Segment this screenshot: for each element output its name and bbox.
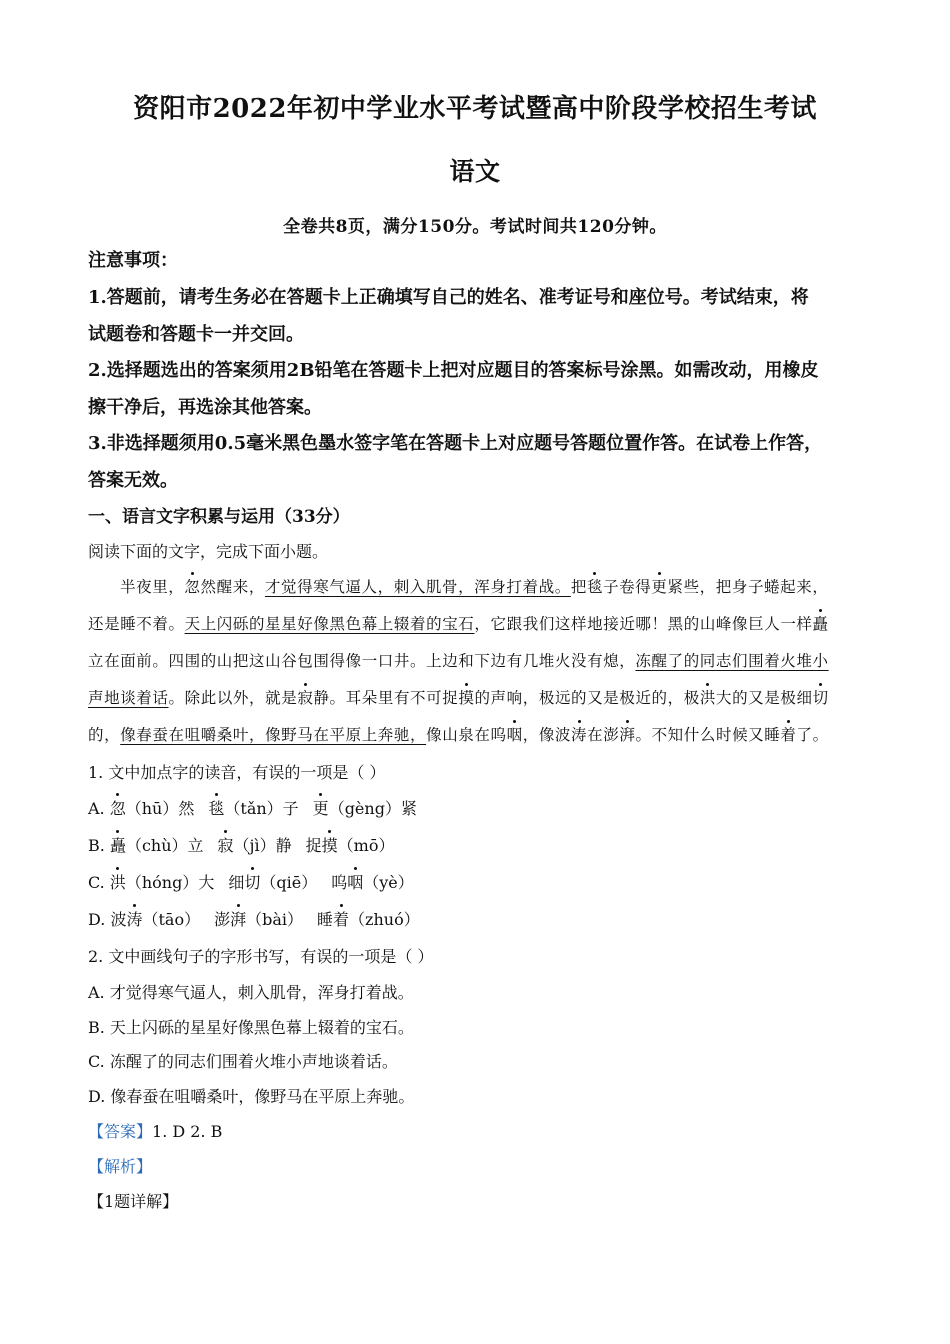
pinyin-text: （hóng）大 (125, 873, 215, 892)
question-2-option-b[interactable]: B. 天上闪砾的星星好像黑色幕上辍着的宝石。 (88, 1018, 414, 1037)
answer-tag: 【答案】 (88, 1122, 153, 1141)
dotted-char: 切 (812, 689, 829, 707)
answer-line (88, 1119, 222, 1142)
dotted-char: 更 (312, 799, 329, 818)
dotted-char: 寂 (297, 689, 314, 707)
pinyin-text: （jì）静 (233, 836, 292, 855)
option-label: D. (88, 910, 111, 929)
option-label: B. (88, 836, 110, 855)
passage-text: 。除此以外，就是 (168, 689, 298, 707)
question-2-stem: 2. 文中画线句子的字形书写，有误的一项是（ ） (88, 947, 434, 966)
reading-instruction: 阅读下面的文字，完成下面小题。 (88, 542, 329, 561)
notice-item-3-line-2: 答案无效。 (88, 470, 178, 491)
pinyin-text: （gèng）紧 (328, 799, 417, 818)
passage-text: 还是睡不着。 (88, 615, 185, 633)
question-2-option-d[interactable]: D. 像春蚕在咀嚼桑叶，像野马在平原上奔驰。 (88, 1087, 415, 1106)
dotted-char: 毯 (586, 578, 604, 596)
passage-line-5 (88, 723, 829, 745)
dotted-char: 涛 (571, 726, 588, 744)
dotted-char: 涛 (126, 910, 143, 929)
option-text: 捉 (305, 836, 322, 855)
question-1-option-b[interactable] (88, 833, 394, 856)
analysis-tag: 【解析】 (88, 1157, 153, 1176)
dotted-char: 忽 (184, 578, 201, 596)
exam-title: 资阳市2022年初中学业水平考试暨高中阶段学校招生考试 (133, 94, 817, 124)
passage-text: 紧些，把身子蜷起来， (667, 578, 829, 596)
section-1-heading: 一、语言文字积累与运用（33分） (88, 507, 350, 527)
dotted-char: 毯 (208, 799, 225, 818)
dotted-char: 忽 (109, 799, 126, 818)
answer-text: 1. D 2. B (152, 1122, 223, 1141)
question-2-option-a[interactable]: A. 才觉得寒气逼人，刺入肌骨，浑身打着战。 (88, 983, 414, 1002)
pinyin-text: （mō） (337, 836, 395, 855)
notice-item-2-line-1: 2.选择题选出的答案须用2B铅笔在答题卡上把对应题目的答案标号涂黑。如需改动，用橡皮 (88, 360, 819, 381)
pinyin-text: （bài） (246, 910, 304, 929)
underlined-sentence-d: 像春蚕在咀嚼桑叶，像野马在平原上奔驰， (120, 726, 427, 744)
option-text: 睡 (317, 910, 334, 929)
passage-text: 静。耳朵里有不可捉 (313, 689, 459, 707)
dotted-char: 洪 (109, 873, 126, 892)
dotted-char: 切 (244, 873, 261, 892)
pinyin-text: （hū）然 (125, 799, 195, 818)
question-1-option-a[interactable] (88, 796, 417, 819)
dotted-char: 咽 (347, 873, 364, 892)
underlined-sentence-a: 才觉得寒气逼人，刺入肌骨，浑身打着战。 (264, 578, 571, 596)
dotted-char: 矗 (812, 615, 829, 633)
option-text: 波 (110, 910, 127, 929)
notice-item-1-line-1: 1.答题前，请考生务必在答题卡上正确填写自己的姓名、准考证号和座位号。考试结束，将 (88, 287, 809, 308)
exam-info: 全卷共8页，满分150分。考试时间共120分钟。 (283, 217, 667, 237)
question-1-option-d[interactable] (88, 907, 420, 930)
passage-text: 立在面前。四围的山把这山谷包围得像一口井。上边和下边有几堆火没有熄， (88, 652, 636, 670)
dotted-char: 湃 (230, 910, 247, 929)
passage-text: 的， (88, 726, 121, 744)
passage-text: 。不知什么时候又睡 (635, 726, 781, 744)
passage-line-1 (120, 575, 828, 597)
passage-text: 然醒来， (200, 578, 265, 596)
option-text: 呜 (331, 873, 348, 892)
pinyin-text: （chù）立 (125, 836, 204, 855)
option-text: 细 (228, 873, 245, 892)
pinyin-text: （tǎn）子 (224, 799, 299, 818)
option-text: 澎 (214, 910, 231, 929)
dotted-char: 着 (780, 726, 797, 744)
passage-text: ，它跟我们这样地接近哪！黑的山峰像巨人一样 (474, 615, 813, 633)
passage-line-3 (88, 649, 829, 671)
underlined-sentence-c-end: 声地谈着话 (88, 689, 169, 707)
option-label: C. (88, 873, 110, 892)
notice-item-2-line-2: 擦干净后，再选涂其他答案。 (88, 397, 322, 418)
passage-line-4 (88, 686, 829, 708)
pinyin-text: （tāo） (142, 910, 201, 929)
passage-text: ，像波 (522, 726, 572, 744)
passage-text: 大的又是极细 (715, 689, 813, 707)
pinyin-text: （qiē） (260, 873, 318, 892)
dotted-char: 摸 (321, 836, 338, 855)
pinyin-text: （yè） (363, 873, 414, 892)
option-label: A. (88, 799, 110, 818)
passage-text: 半夜里， (120, 578, 185, 596)
passage-text: 像山泉在呜 (426, 726, 507, 744)
dotted-char: 摸 (458, 689, 475, 707)
passage-text: 把 (570, 578, 587, 596)
underlined-sentence-c: 冻醒了的同志们围着火堆小 (635, 652, 829, 670)
subject-title: 语文 (449, 157, 501, 186)
passage-text: 了。 (796, 726, 829, 744)
question-1-stem: 1. 文中加点字的读音，有误的一项是（ ） (88, 763, 386, 782)
passage-text: 的声响，极远的又是极近的，极 (474, 689, 700, 707)
notice-item-3-line-1: 3.非选择题须用0.5毫米黑色墨水签字笔在答题卡上对应题号答题位置作答。在试卷上作答， (88, 433, 823, 454)
pinyin-text: （zhuó） (349, 910, 420, 929)
dotted-char: 咽 (506, 726, 523, 744)
q1-detail-heading: 【1题详解】 (88, 1192, 179, 1211)
notice-item-1-line-2: 试题卷和答题卡一并交回。 (88, 324, 304, 345)
dotted-char: 更 (651, 578, 668, 596)
dotted-char: 湃 (619, 726, 636, 744)
dotted-char: 矗 (109, 836, 126, 855)
passage-text: 子卷得 (603, 578, 652, 596)
notice-heading: 注意事项： (88, 250, 178, 271)
dotted-char: 着 (333, 910, 350, 929)
dotted-char: 寂 (217, 836, 234, 855)
dotted-char: 洪 (699, 689, 716, 707)
question-1-option-c[interactable] (88, 870, 414, 893)
question-2-option-c[interactable]: C. 冻醒了的同志们围着火堆小声地谈着话。 (88, 1052, 398, 1071)
underlined-sentence-b: 天上闪砾的星星好像黑色幕上辍着的宝石 (184, 615, 475, 633)
passage-text: 在澎 (587, 726, 620, 744)
passage-line-2 (88, 612, 829, 634)
